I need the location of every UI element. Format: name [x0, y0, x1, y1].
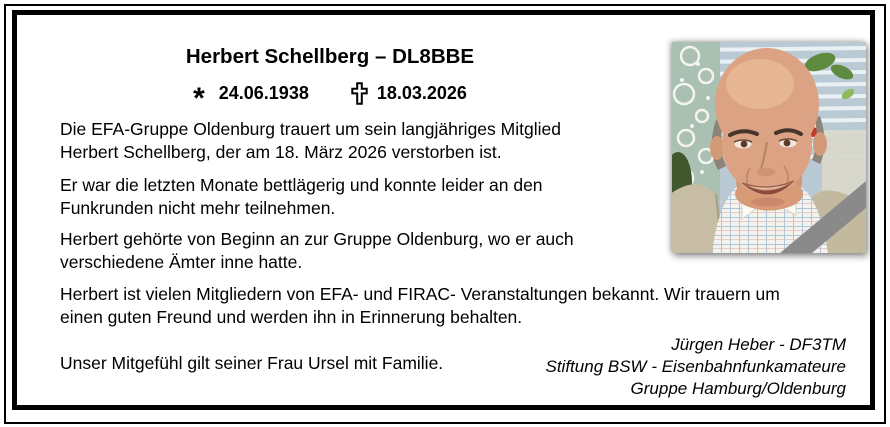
paragraph-line: Er war die letzten Monate bettlägerig und konnte leider an den [60, 175, 543, 195]
signature-name: Jürgen Heber - DF3TM [671, 335, 846, 354]
birth-date: 24.06.1938 [218, 82, 309, 103]
paragraph-line: Herbert gehörte von Beginn an zur Gruppe Oldenburg, wo er auch [60, 229, 574, 249]
obituary-paragraph-3 [60, 228, 574, 274]
paragraph-line: Herbert ist vielen Mitgliedern von EFA- und FIRAC- Veranstaltungen bekannt. Wir trauern um [60, 284, 780, 304]
paragraph-line: Herbert Schellberg, der am 18. März 2026 verstorben ist. [60, 142, 502, 162]
signature-organization: Stiftung BSW - Eisenbahnfunkamateure [545, 357, 846, 376]
deceased-portrait-photo [672, 42, 866, 253]
obituary-paragraph-4 [60, 283, 780, 329]
paragraph-line: einen guten Freund und werden ihn in Erinnerung behalten. [60, 307, 523, 327]
obituary-paragraph-1 [60, 118, 561, 164]
obituary-paragraph-2 [60, 174, 543, 220]
signature-block [546, 334, 847, 400]
condolence-line: Unser Mitgefühl gilt seiner Frau Ursel mit Familie. [60, 353, 444, 373]
death-date: 18.03.2026 [376, 82, 467, 103]
paragraph-line: Die EFA-Gruppe Oldenburg trauert um sein langjähriges Mitglied [60, 119, 561, 139]
paragraph-line: verschiedene Ämter inne hatte. [60, 252, 303, 272]
life-dates [60, 80, 600, 115]
deceased-name-title: Herbert Schellberg – DL8BBE [185, 45, 475, 68]
death-cross-icon [351, 82, 368, 105]
paragraph-line: Funkrunden nicht mehr teilnehmen. [60, 198, 336, 218]
birth-star-icon: * [193, 82, 205, 115]
signature-group: Gruppe Hamburg/Oldenburg [630, 379, 846, 398]
